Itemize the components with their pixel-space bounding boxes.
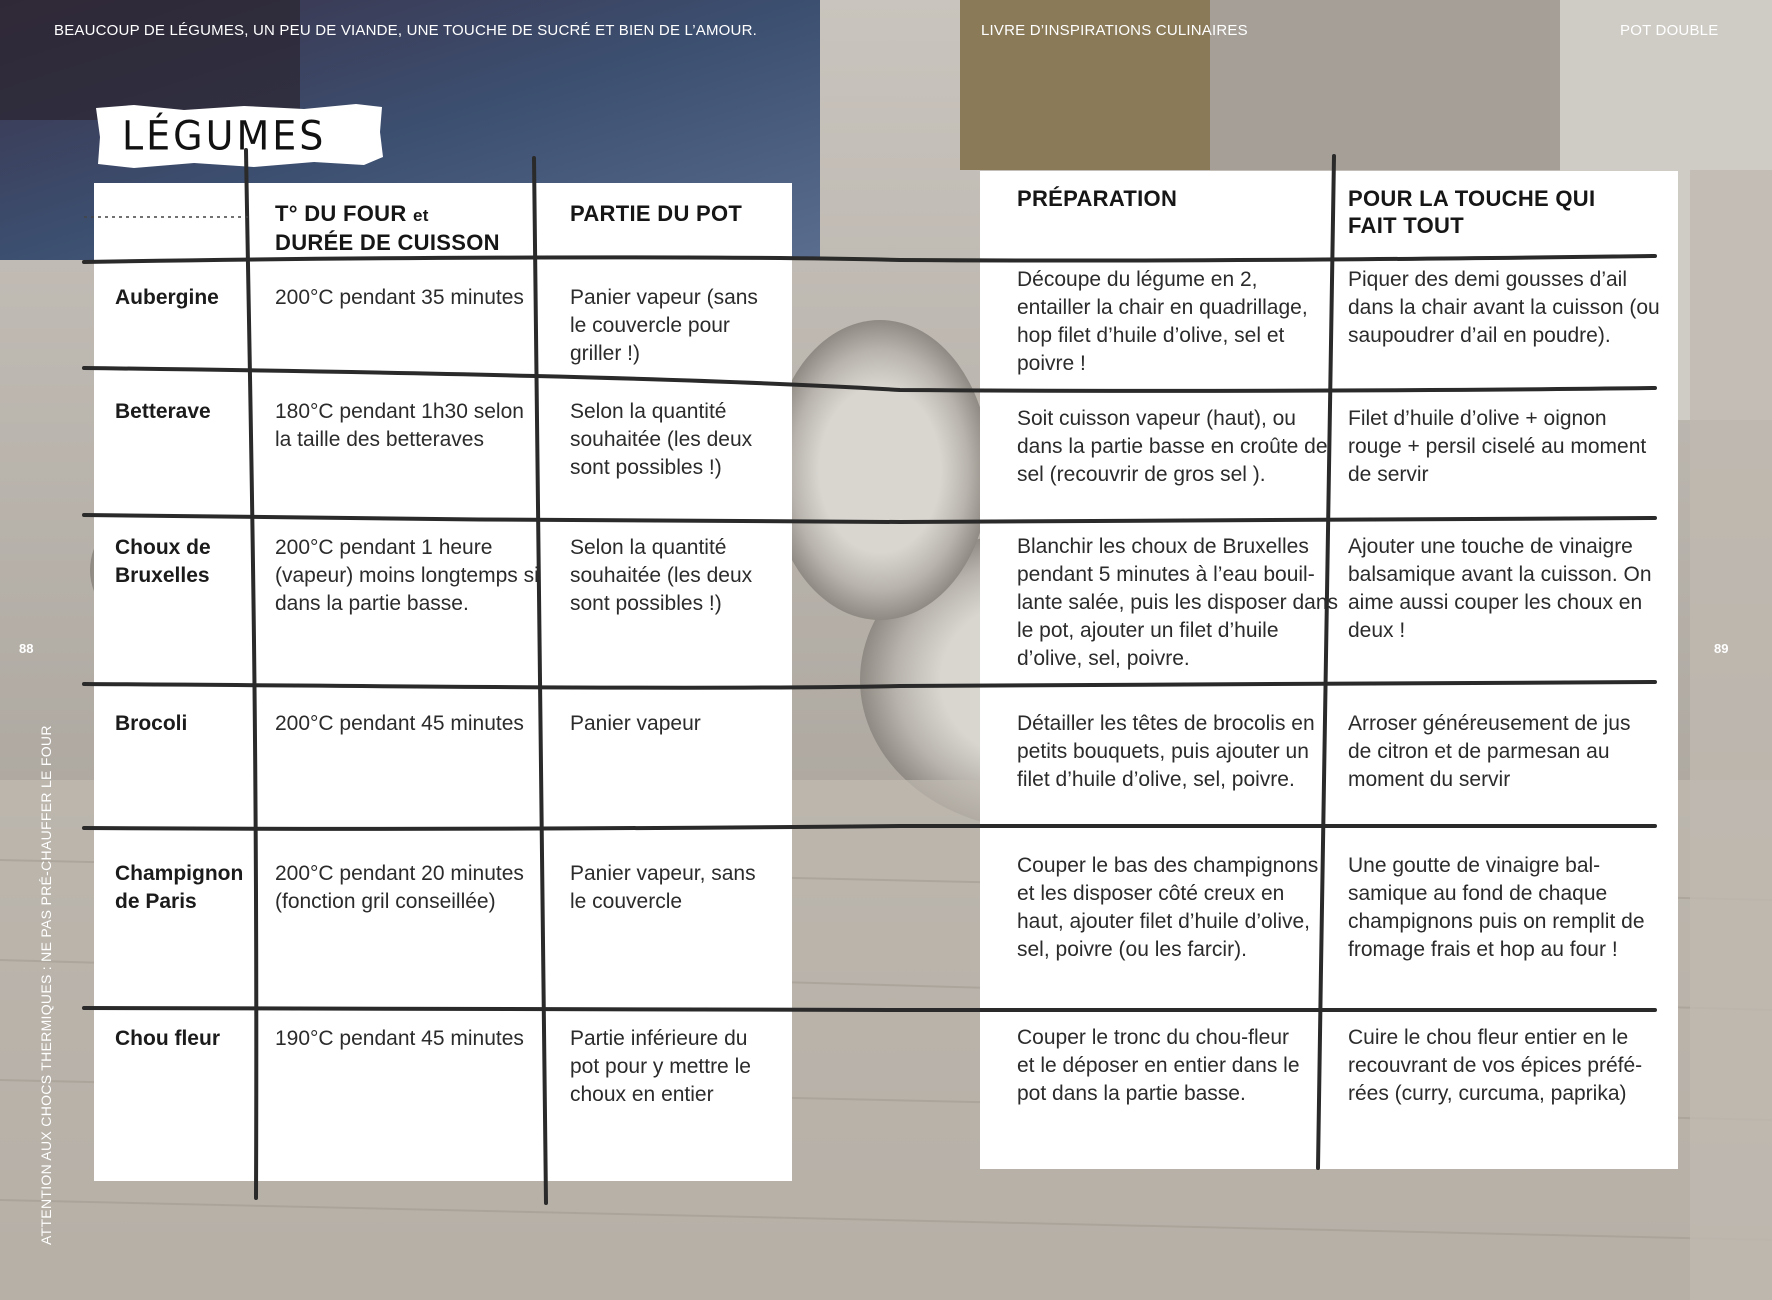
text-line: deux ! <box>1348 619 1406 642</box>
column-header-temperature-et: et <box>412 206 429 225</box>
text-line: pot dans la partie basse. <box>1017 1082 1246 1105</box>
text-line: le couvercle pour <box>570 314 730 337</box>
row-part <box>570 398 752 482</box>
text-line: Couper le tronc du chou-fleur <box>1017 1026 1289 1049</box>
text-line: saupoudrer d’ail en poudre). <box>1348 324 1611 347</box>
text-line: sel (recouvrir de gros sel ). <box>1017 463 1266 486</box>
text-line: Panier vapeur <box>570 712 701 735</box>
text-line: fromage frais et hop au four ! <box>1348 938 1618 961</box>
row-preparation <box>1017 405 1328 489</box>
text-line: hop filet d’huile d’olive, sel et <box>1017 324 1285 347</box>
row-preparation <box>1017 533 1338 673</box>
row-part <box>570 710 701 738</box>
text-line: Ajouter une touche de vinaigre <box>1348 535 1633 558</box>
text-line: haut, ajouter filet d’huile d’olive, <box>1017 910 1311 933</box>
column-header-temperature <box>275 200 500 256</box>
row-touch <box>1348 852 1645 964</box>
text-line: samique au fond de chaque <box>1348 882 1608 905</box>
page-number-left: 88 <box>19 641 34 656</box>
column-header-touch-line2: FAIT TOUT <box>1348 213 1464 238</box>
running-header-left: BEAUCOUP DE LÉGUMES, UN PEU DE VIANDE, UNE TOUCHE DE SUCRÉ ET BIEN DE L’AMOUR. <box>54 22 757 39</box>
text-line: Une goutte de vinaigre bal- <box>1348 854 1601 877</box>
text-line: Betterave <box>115 400 211 423</box>
text-line: balsamique avant la cuisson. On <box>1348 563 1652 586</box>
text-line: Aubergine <box>115 286 219 309</box>
text-line: Choux de <box>115 536 211 559</box>
row-part <box>570 284 758 368</box>
text-line: choux en entier <box>570 1083 714 1106</box>
column-header-touch <box>1348 185 1595 239</box>
text-line: sel, poivre (ou les farcir). <box>1017 938 1247 961</box>
row-temperature <box>275 398 524 454</box>
text-line: rouge + persil ciselé au moment <box>1348 435 1647 458</box>
row-touch <box>1348 533 1652 645</box>
text-line: le couvercle <box>570 890 683 913</box>
text-line: 200°C pendant 20 minutes <box>275 862 524 885</box>
text-line: 180°C pendant 1h30 selon <box>275 400 524 423</box>
text-line: Piquer des demi gousses d’ail <box>1348 268 1627 291</box>
row-name <box>115 710 187 738</box>
title-label <box>94 102 384 170</box>
row-touch <box>1348 405 1646 489</box>
text-line: sont possibles !) <box>570 456 722 479</box>
text-line: Arroser généreusement de jus <box>1348 712 1631 735</box>
text-line: 200°C pendant 45 minutes <box>275 712 524 735</box>
text-line: Selon la quantité <box>570 536 727 559</box>
text-line: de Paris <box>115 890 197 913</box>
row-preparation <box>1017 852 1318 964</box>
text-line: griller !) <box>570 342 641 365</box>
text-line: dans la partie basse en croûte de <box>1017 435 1328 458</box>
text-line: Brocoli <box>115 712 188 735</box>
row-temperature <box>275 860 524 916</box>
row-name <box>115 398 211 426</box>
row-part <box>570 1025 751 1109</box>
text-line: 200°C pendant 1 heure <box>275 536 493 559</box>
text-line: Filet d’huile d’olive + oignon <box>1348 407 1607 430</box>
text-line: Panier vapeur (sans <box>570 286 758 309</box>
text-line: poivre ! <box>1017 352 1086 375</box>
text-line: pot pour y mettre le <box>570 1055 751 1078</box>
side-note-warning: ATTENTION AUX CHOCS THERMIQUES : NE PAS PRÉ-CHAUFFER LE FOUR <box>38 725 54 1245</box>
text-line: rées (curry, curcuma, paprika) <box>1348 1082 1627 1105</box>
text-line: souhaitée (les deux <box>570 428 753 451</box>
text-line: d’olive, sel, poivre. <box>1017 647 1190 670</box>
text-line: dans la chair avant la cuisson (ou <box>1348 296 1660 319</box>
text-line: Bruxelles <box>115 564 210 587</box>
text-line: recouvrant de vos épices préfé- <box>1348 1054 1643 1077</box>
row-part <box>570 860 756 916</box>
text-line: Blanchir les choux de Bruxelles <box>1017 535 1309 558</box>
row-touch <box>1348 266 1660 350</box>
text-line: entailler la chair en quadrillage, <box>1017 296 1308 319</box>
text-line: pendant 5 minutes à l’eau bouil- <box>1017 563 1315 586</box>
text-line: aime aussi couper les choux en <box>1348 591 1643 614</box>
text-line: Découpe du légume en 2, <box>1017 268 1258 291</box>
text-line: champignons puis on remplit de <box>1348 910 1645 933</box>
row-temperature <box>275 1025 524 1053</box>
row-name <box>115 534 211 590</box>
text-line: petits bouquets, puis ajouter un <box>1017 740 1309 763</box>
running-header-right: POT DOUBLE <box>1620 22 1719 39</box>
text-line: souhaitée (les deux <box>570 564 753 587</box>
column-header-part: PARTIE DU POT <box>570 201 743 226</box>
text-line: de servir <box>1348 463 1429 486</box>
column-header-temperature-line2: DURÉE DE CUISSON <box>275 230 500 255</box>
text-line: Détailler les têtes de brocolis en <box>1017 712 1315 735</box>
row-temperature <box>275 710 524 738</box>
page-title: LÉGUMES <box>122 112 327 160</box>
row-part <box>570 534 752 618</box>
text-line: moment du servir <box>1348 768 1511 791</box>
text-line: Partie inférieure du <box>570 1027 748 1050</box>
column-header-preparation: PRÉPARATION <box>1017 186 1178 211</box>
text-line: 190°C pendant 45 minutes <box>275 1027 524 1050</box>
text-line: de citron et de parmesan au <box>1348 740 1610 763</box>
page-number-right: 89 <box>1714 641 1729 656</box>
row-name <box>115 860 243 916</box>
row-touch <box>1348 1024 1642 1108</box>
column-header-temperature-line1: T° DU FOUR <box>275 201 407 226</box>
text-line: Chou fleur <box>115 1027 220 1050</box>
text-line: le pot, ajouter un filet d’huile <box>1017 619 1279 642</box>
text-line: la taille des betteraves <box>275 428 484 451</box>
text-line: (fonction gril conseillée) <box>275 890 496 913</box>
row-touch <box>1348 710 1631 794</box>
text-line: Champignon <box>115 862 244 885</box>
row-name <box>115 284 219 312</box>
text-line: Cuire le chou fleur entier en le <box>1348 1026 1629 1049</box>
text-line: dans la partie basse. <box>275 592 469 615</box>
text-line: lante salée, puis les disposer dans <box>1017 591 1339 614</box>
row-temperature <box>275 284 524 312</box>
text-line: (vapeur) moins longtemps si <box>275 564 539 587</box>
row-name <box>115 1025 220 1053</box>
running-header-center: LIVRE D’INSPIRATIONS CULINAIRES <box>981 22 1248 39</box>
text-line: sont possibles !) <box>570 592 722 615</box>
text-line: Selon la quantité <box>570 400 727 423</box>
text-line: et les disposer côté creux en <box>1017 882 1285 905</box>
row-preparation <box>1017 266 1308 378</box>
text-line: Panier vapeur, sans <box>570 862 756 885</box>
row-preparation <box>1017 1024 1300 1108</box>
row-temperature <box>275 534 539 618</box>
text-line: Couper le bas des champignons <box>1017 854 1319 877</box>
row-preparation <box>1017 710 1315 794</box>
text-line: filet d’huile d’olive, sel, poivre. <box>1017 768 1295 791</box>
text-line: et le déposer en entier dans le <box>1017 1054 1300 1077</box>
column-header-touch-line1: POUR LA TOUCHE QUI <box>1348 186 1596 211</box>
text-line: Soit cuisson vapeur (haut), ou <box>1017 407 1296 430</box>
text-line: 200°C pendant 35 minutes <box>275 286 524 309</box>
